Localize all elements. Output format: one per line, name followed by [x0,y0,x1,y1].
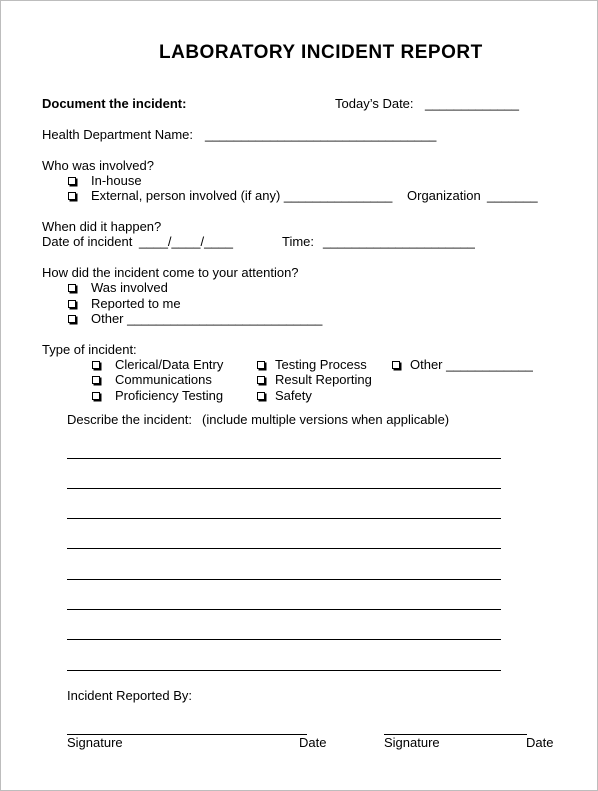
health-department-field[interactable]: ________________________________ [205,127,437,142]
date-of-incident-field[interactable]: ____/____/____ [139,234,233,249]
organization-field[interactable]: _______ [487,188,538,203]
safety-option: Safety [275,388,312,403]
result-reporting-option: Result Reporting [275,372,372,387]
was-involved-checkbox[interactable] [68,284,76,292]
proficiency-testing-option: Proficiency Testing [115,388,224,403]
date-of-incident-label: Date of incident [42,234,133,249]
other-attention-option: Other ___________________________ [91,311,323,326]
signature-label-2: Signature [384,735,440,750]
testing-process-checkbox[interactable] [257,361,265,369]
result-reporting-checkbox[interactable] [257,376,265,384]
other-type-option: Other ____________ [410,357,533,372]
description-line[interactable] [67,488,501,489]
time-field[interactable]: _____________________ [323,234,475,249]
description-line[interactable] [67,518,501,519]
safety-checkbox[interactable] [257,392,265,400]
description-line[interactable] [67,579,501,580]
date-label-1: Date [299,735,327,750]
page-title: LABORATORY INCIDENT REPORT [159,42,483,63]
reported-by-label: Incident Reported By: [67,688,193,703]
description-line[interactable] [67,548,501,549]
other-type-checkbox[interactable] [392,361,400,369]
communications-option: Communications [115,372,212,387]
describe-hint: (include multiple versions when applicable) [202,412,450,427]
reported-to-me-checkbox[interactable] [68,300,76,308]
date-label-2: Date [526,735,554,750]
external-checkbox[interactable] [68,192,76,200]
communications-checkbox[interactable] [92,376,100,384]
description-line[interactable] [67,639,501,640]
signature-label-1: Signature [67,735,123,750]
reported-to-me-option: Reported to me [91,296,181,311]
type-of-incident-label: Type of incident: [42,342,137,357]
testing-process-option: Testing Process [275,357,367,372]
health-department-label: Health Department Name: [42,127,194,142]
describe-label: Describe the incident: [67,412,193,427]
when-question: When did it happen? [42,219,162,234]
description-line[interactable] [67,609,501,610]
other-attention-checkbox[interactable] [68,315,76,323]
todays-date-field[interactable]: _____________ [425,96,519,111]
proficiency-testing-checkbox[interactable] [92,392,100,400]
who-involved-question: Who was involved? [42,158,154,173]
organization-label: Organization [407,188,481,203]
clerical-checkbox[interactable] [92,361,100,369]
todays-date-label: Today’s Date: [335,96,414,111]
document-incident-heading: Document the incident: [42,96,187,111]
was-involved-option: Was involved [91,280,168,295]
description-line[interactable] [67,670,501,671]
attention-question: How did the incident come to your attention? [42,265,299,280]
description-line[interactable] [67,458,501,459]
time-label: Time: [282,234,315,249]
clerical-option: Clerical/Data Entry [115,357,224,372]
external-option: External, person involved (if any) _______________ [91,188,393,203]
in-house-option: In-house [91,173,142,188]
in-house-checkbox[interactable] [68,177,76,185]
